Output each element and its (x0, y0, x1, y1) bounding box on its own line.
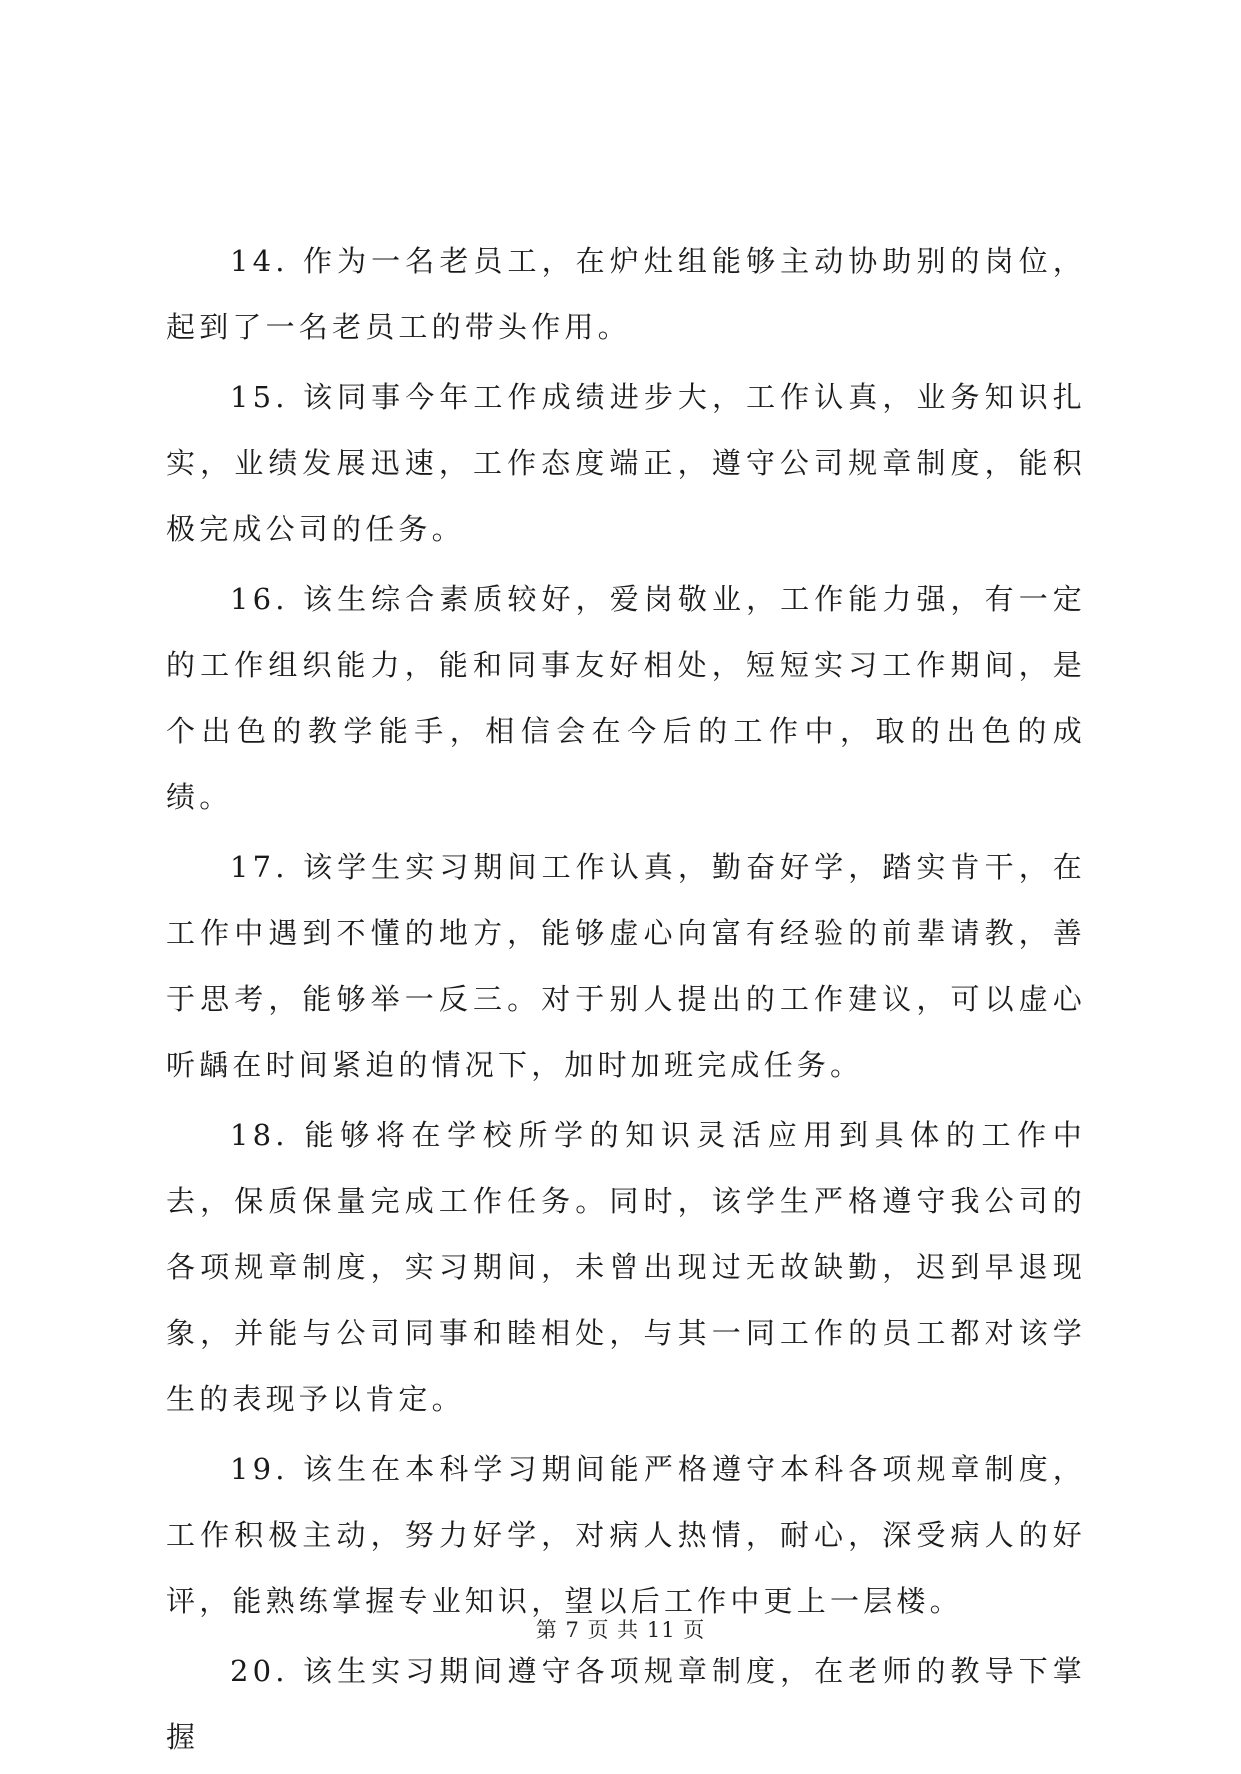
paragraph-18: 18. 能够将在学校所学的知识灵活应用到具体的工作中去，保质保量完成工作任务。同时，该学生严格遵守我公司的各项规章制度，实习期间，未曾出现过无故缺勤，迟到早退现象，并能与公司同事和睦相处，与其一同工作的员工都对该学生的表现予以肯定。 (166, 1118, 1086, 1416)
paragraph-14: 14. 作为一名老员工，在炉灶组能够主动协助别的岗位，起到了一名老员工的带头作用。 (166, 244, 1086, 344)
paragraph-19: 19. 该生在本科学习期间能严格遵守本科各项规章制度，工作积极主动，努力好学，对病人热情，耐心，深受病人的好评，能熟练掌握专业知识，望以后工作中更上一层楼。 (166, 1452, 1086, 1618)
paragraph-20: 20. 该生实习期间遵守各项规章制度，在老师的教导下掌握 (166, 1654, 1086, 1754)
paragraph-15: 15. 该同事今年工作成绩进步大，工作认真，业务知识扎实，业绩发展迅速，工作态度端正，遵守公司规章制度，能积极完成公司的任务。 (166, 380, 1086, 546)
page-number-footer: 第 7 页 共 11 页 (535, 1618, 706, 1642)
document-body (166, 228, 1086, 1774)
paragraph-16: 16. 该生综合素质较好，爱岗敬业，工作能力强，有一定的工作组织能力，能和同事友好相处，短短实习工作期间，是个出色的教学能手，相信会在今后的工作中，取的出色的成绩。 (166, 582, 1086, 814)
paragraph-17: 17. 该学生实习期间工作认真，勤奋好学，踏实肯干，在工作中遇到不懂的地方，能够虚心向富有经验的前辈请教，善于思考，能够举一反三。对于别人提出的工作建议，可以虚心听龋在时间紧迫的情况下，加时加班完成任务。 (166, 850, 1086, 1082)
